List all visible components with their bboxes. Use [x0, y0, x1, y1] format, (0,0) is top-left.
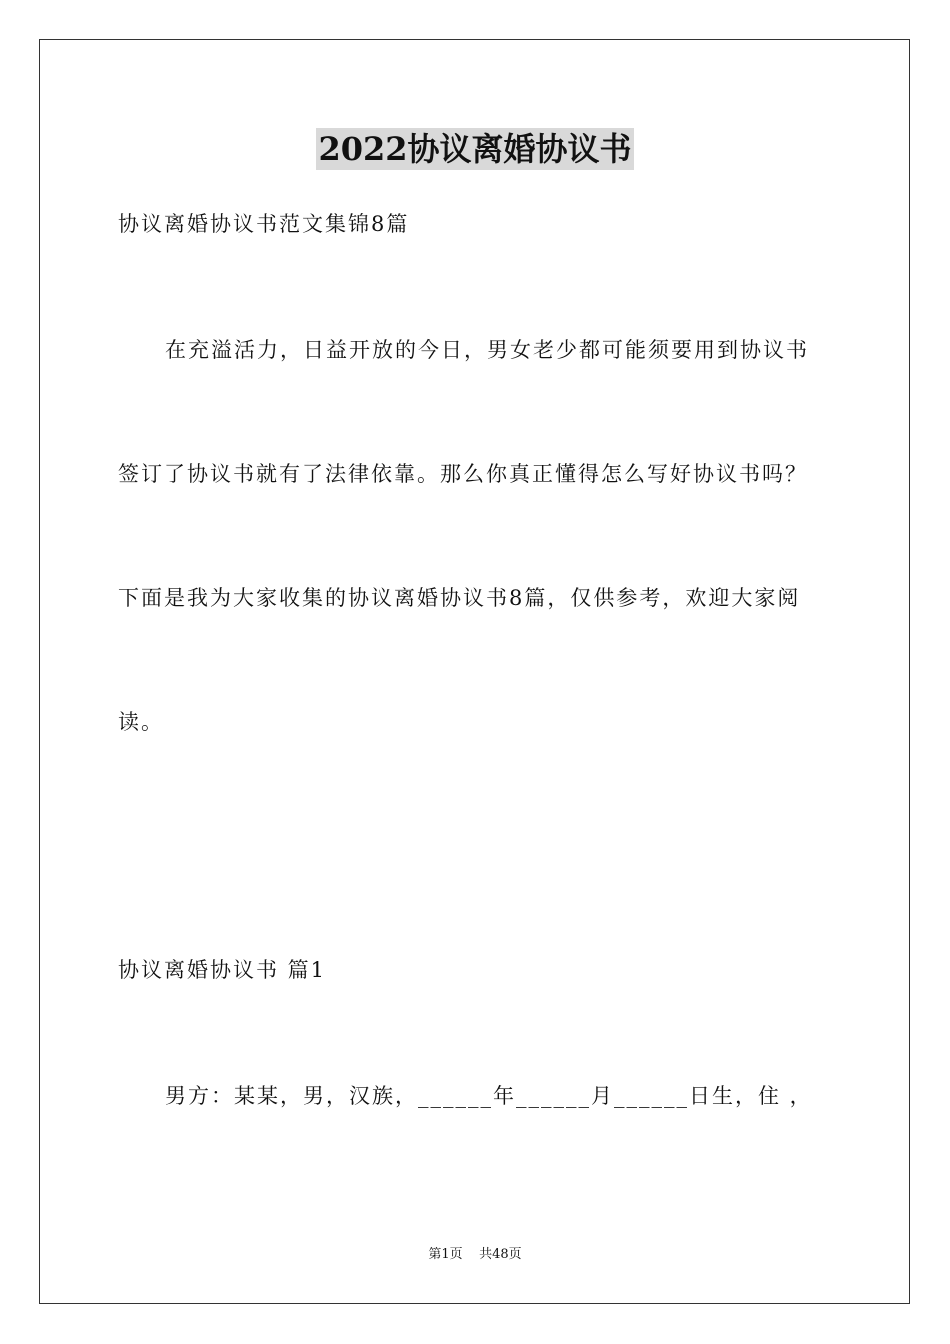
- document-title: 2022协议离婚协议书: [318, 130, 632, 168]
- intro-line-3: 下面是我为大家收集的协议离婚协议书8篇，仅供参考，欢迎大家阅: [118, 586, 801, 610]
- section-line-1: 男方：某某，男，汉族，______年______月______日生，住 ，: [165, 1084, 813, 1108]
- section-heading: 协议离婚协议书 篇1: [118, 958, 327, 982]
- document-subtitle: 协议离婚协议书范文集锦8篇: [118, 212, 410, 236]
- page-number-footer: 第1页 共48页: [428, 1247, 522, 1262]
- document-title-wrap: [0, 128, 950, 170]
- intro-line-4: 读。: [118, 710, 164, 734]
- intro-line-2: 签订了协议书就有了法律依靠。那么你真正懂得怎么写好协议书吗？: [118, 462, 808, 486]
- intro-line-1: 在充溢活力，日益开放的今日，男女老少都可能须要用到协议书: [165, 338, 809, 362]
